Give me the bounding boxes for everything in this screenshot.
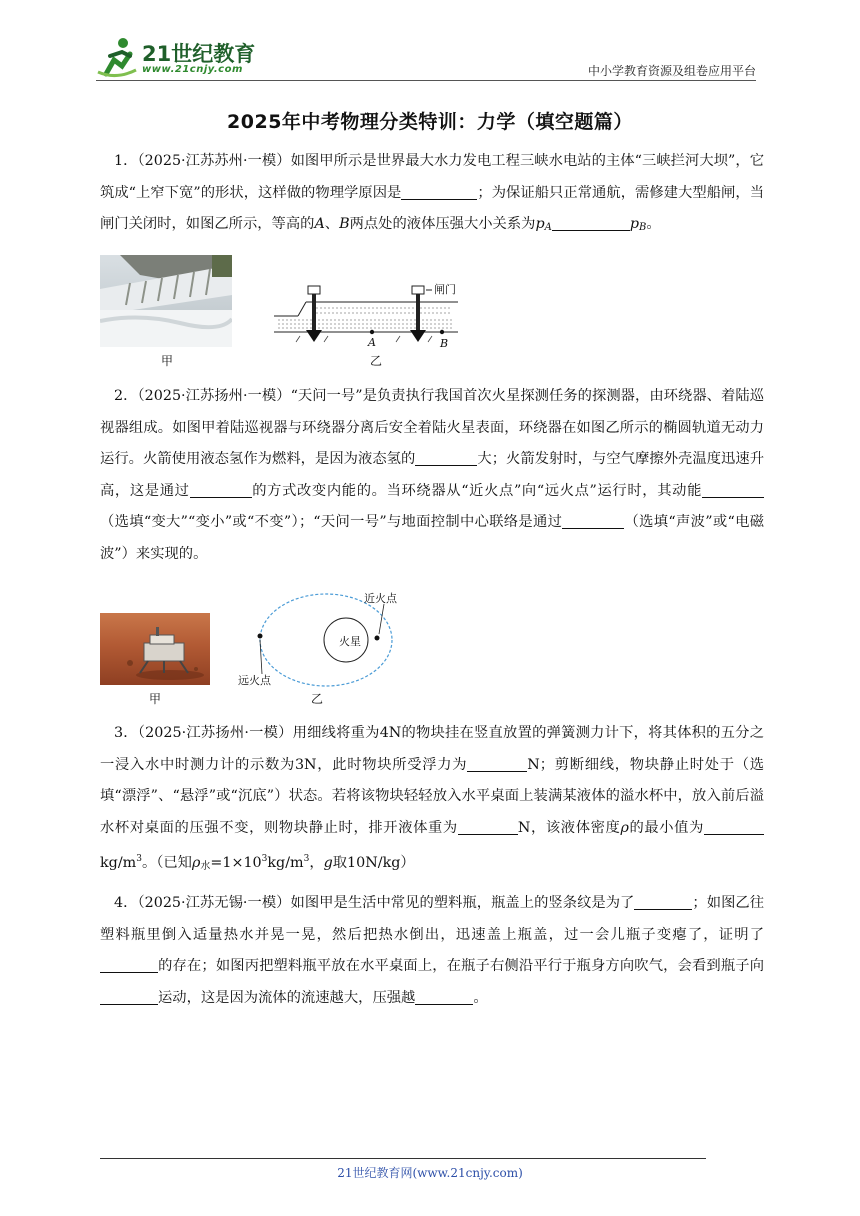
figure-caption: 甲 [161, 354, 174, 368]
header-divider [96, 80, 756, 81]
runner-logo-icon [96, 36, 140, 78]
far-point-label: 远火点 [238, 674, 271, 687]
answer-blank[interactable] [415, 988, 473, 1005]
answer-blank[interactable] [702, 481, 764, 498]
question-number: 3． [114, 725, 138, 741]
point-b-label: B [440, 337, 449, 350]
mars-rover-photo [100, 613, 210, 685]
mars-label: 火星 [339, 635, 361, 648]
question-4: 4．（2025·江苏无锡·一模）如图甲是生活中常见的塑料瓶，瓶盖上的竖条纹是为了 ；如图乙往塑料瓶里倒入适量热水并晃一晃，然后把热水倒出，迅速盖上瓶盖，过一会儿瓶子变瘪了，证明了的存在；如图丙把塑料瓶平放在水平桌面上，在瓶子右侧沿平行于瓶身方向吹气，会看到瓶子向运动，这是因为流体的流速越大，压强越 。 [100, 895, 765, 1006]
near-point-label: 近火点 [364, 592, 397, 605]
answer-blank[interactable] [458, 818, 518, 835]
answer-blank[interactable] [415, 449, 477, 466]
footer-divider [100, 1158, 706, 1159]
site-logo[interactable] [96, 36, 266, 78]
question-source: （2025·江苏苏州·一模） [137, 153, 291, 169]
figure-caption: 甲 [149, 692, 162, 706]
answer-blank[interactable] [190, 481, 252, 498]
question-number: 4． [114, 895, 138, 911]
question-2: 2．（2025·江苏扬州·一模）“天问一号”是负责执行我国首次火星探测任务的探测器，由环绕器、着陆巡视器组成。如图甲着陆巡视器与环绕器分离后安全着陆火星表面，环绕器在如图乙所示的椭圆轨道无动力运行。火箭使用液态氢作为燃料，是因为液态氢的 大；火箭发射时，与空气摩擦外壳温度迅速升高，这是通过 的方式改变内能的。当环绕器从“近火点”向“远火点”运行时，其动能（选填“变大”“变小”或“不变”）；“天问一号”与地面控制中心联络是通过 （选填“声波”或“电磁波”）来实现的。 [100, 388, 765, 562]
answer-blank[interactable] [401, 183, 477, 200]
logo-brand: 21世纪教育 [142, 42, 256, 66]
platform-label: 中小学教育资源及组卷应用平台 [587, 64, 756, 78]
answer-blank[interactable] [100, 988, 158, 1005]
ship-lock-diagram [272, 278, 462, 350]
dam-photo [100, 255, 232, 347]
question-number: 1． [114, 153, 138, 169]
answer-blank[interactable] [467, 755, 527, 772]
question-number: 2． [114, 388, 138, 404]
gate-label: 闸门 [434, 283, 456, 296]
answer-blank[interactable] [552, 214, 630, 231]
question-source: （2025·江苏扬州·一模） [137, 725, 293, 741]
page-title: 2025年中考物理分类特训：力学（填空题篇） [227, 111, 633, 133]
footer-link[interactable]: 21世纪教育网(www.21cnjy.com) [337, 1166, 523, 1180]
answer-blank[interactable] [100, 956, 158, 973]
answer-blank[interactable] [704, 818, 764, 835]
question-source: （2025·江苏无锡·一模） [137, 895, 291, 911]
answer-blank[interactable] [634, 893, 692, 910]
figure-caption: 乙 [311, 692, 324, 706]
question-source: （2025·江苏扬州·一模） [137, 388, 291, 404]
figure-caption: 乙 [370, 354, 383, 368]
question-3: 3．（2025·江苏扬州·一模）用细线将重为4N的物块挂在竖直放置的弹簧测力计下，将其体积的五分之一浸入水中时测力计的示数为3N，此时物块所受浮力为 N；剪断细线，物块静止时处于（选填“漂浮”、“悬浮”或“沉底”）状态。若将该物块轻轻放入水平桌面上装满某液体的溢水杯中，放入前后溢水杯对桌面的压强不变，则物块静止时，排开液体重为 N，该液体密度ρ的最小值为$kg/m^3$。（已知$\rho_水=1\times 10^3kg/m^3$，g取10N/kg） [100, 725, 764, 872]
question-1: 1．（2025·江苏苏州·一模）如图甲所示是世界最大水力发电工程三峡水电站的主体“三峡拦河大坝”，它筑成“上窄下宽”的形状，这样做的物理学原因是 ；为保证船只正常通航，需修建大型船闸，当闸门关闭时，如图乙所示，等高的A、B两点处的液体压强大小关系为$p_A$ $p_B$。 [100, 153, 764, 233]
logo-url: www.21cnjy.com [142, 64, 243, 75]
point-a-label: A [368, 336, 376, 349]
answer-blank[interactable] [562, 512, 624, 529]
mars-orbit-diagram [236, 588, 416, 700]
